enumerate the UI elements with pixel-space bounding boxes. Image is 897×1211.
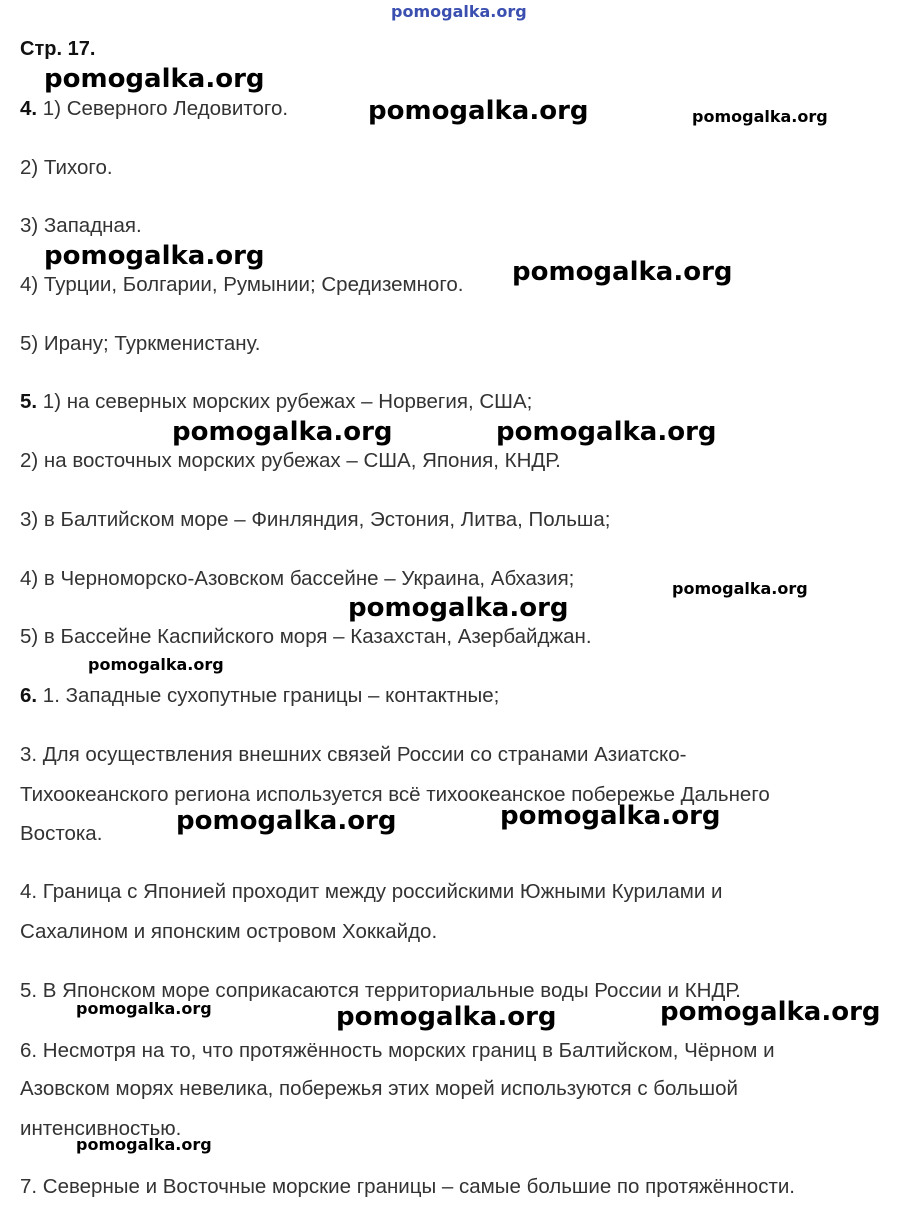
answer-text: 1) Северного Ледовитого. (37, 97, 289, 120)
answer-text: 1) на северных морских рубежах – Норвегия, США; (37, 390, 533, 413)
answer-6-line-7: 5. В Японском море соприкасаются территориальные воды России и КНДР. (20, 979, 741, 1002)
question-number-5: 5. (20, 390, 38, 413)
watermark: pomogalka.org (500, 801, 721, 831)
answer-5-line-4: 4) в Черноморско-Азовском бассейне – Украина, Абхазия; (20, 567, 575, 590)
answer-4-line-3: 3) Западная. (20, 214, 142, 237)
watermark: pomogalka.org (512, 257, 733, 287)
watermark: pomogalka.org (76, 999, 212, 1018)
answer-6-line-11: 7. Северные и Восточные морские границы – самые большие по протяжённости. (20, 1175, 795, 1198)
answer-6-line-2: 3. Для осуществления внешних связей России со странами Азиатско- (20, 743, 687, 766)
watermark: pomogalka.org (336, 1002, 557, 1032)
answer-6-line-1 (20, 684, 499, 708)
watermark: pomogalka.org (172, 417, 393, 447)
watermark: pomogalka.org (44, 64, 265, 94)
watermark: pomogalka.org (672, 579, 808, 598)
watermark: pomogalka.org (496, 417, 717, 447)
watermark: pomogalka.org (660, 997, 881, 1027)
watermark: pomogalka.org (692, 107, 828, 126)
answer-6-line-6: Сахалином и японским островом Хоккайдо. (20, 920, 438, 943)
answer-4-line-2: 2) Тихого. (20, 156, 113, 179)
watermark: pomogalka.org (348, 593, 569, 623)
top-watermark: pomogalka.org (391, 2, 527, 21)
answer-5-line-1 (20, 390, 532, 414)
answer-5-line-5: 5) в Бассейне Каспийского моря – Казахстан, Азербайджан. (20, 625, 592, 648)
answer-5-line-2: 2) на восточных морских рубежах – США, Япония, КНДР. (20, 449, 561, 472)
watermark: pomogalka.org (368, 96, 589, 126)
answer-6-line-3: Тихоокеанского региона используется всё тихоокеанское побережье Дальнего (20, 783, 770, 806)
answer-6-line-10: интенсивностью. (20, 1117, 182, 1140)
answer-6-line-9: Азовском морях невелика, побережья этих морей используются с большой (20, 1077, 738, 1100)
answer-text: 1. Западные сухопутные границы – контактные; (37, 684, 500, 707)
page-label: Стр. 17. (20, 38, 96, 60)
watermark: pomogalka.org (176, 806, 397, 836)
watermark: pomogalka.org (76, 1135, 212, 1154)
answer-6-line-4: Востока. (20, 822, 103, 845)
answer-4-line-4: 4) Турции, Болгарии, Румынии; Средиземного. (20, 273, 464, 296)
answer-6-line-8: 6. Несмотря на то, что протяжённость морских границ в Балтийском, Чёрном и (20, 1039, 775, 1062)
question-number-6: 6. (20, 684, 38, 707)
answer-6-line-5: 4. Граница с Японией проходит между российскими Южными Курилами и (20, 880, 723, 903)
answer-5-line-3: 3) в Балтийском море – Финляндия, Эстония, Литва, Польша; (20, 508, 611, 531)
watermark: pomogalka.org (88, 655, 224, 674)
question-number-4: 4. (20, 97, 38, 120)
answer-4-line-5: 5) Ирану; Туркменистану. (20, 332, 261, 355)
watermark: pomogalka.org (44, 241, 265, 271)
answer-4-line-1 (20, 97, 288, 121)
